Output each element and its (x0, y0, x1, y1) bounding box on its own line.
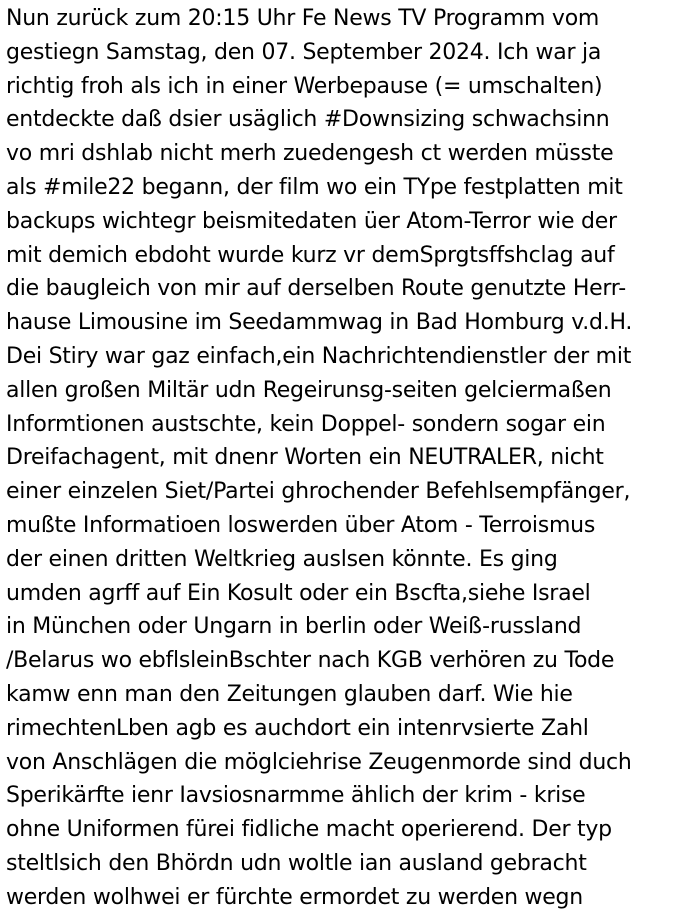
text-line-3: richtig froh als ich in einer Werbepause (= umschalten) (6, 73, 603, 99)
text-line-7: backups wichtegr beismitedaten üer Atom-Terror wie der (6, 208, 617, 234)
text-line-17: der einen dritten Weltkrieg auslsen könnte. Es ging (6, 546, 558, 572)
document-body-text (6, 2, 684, 915)
text-line-10: hause Limousine im Seedammwag in Bad Homburg v.d.H. (6, 310, 633, 336)
text-line-14: Dreifachagent, mit dnenr Worten ein NEUTRALER, nicht (6, 445, 604, 471)
text-line-13: Informtionen austschte, kein Doppel- sondern sogar ein (6, 411, 606, 437)
text-line-23: von Anschlägen die möglciehrise Zeugenmorde sind duch (6, 749, 632, 775)
text-line-2: gestiegn Samstag, den 07. September 2024. Ich war ja (6, 39, 602, 65)
text-line-21: kamw enn man den Zeitungen glauben darf. Wie hie (6, 681, 573, 707)
text-line-24: Sperikärfte ienr Iavsiosnarmme ählich der krim - krise (6, 783, 586, 809)
text-line-9: die baugleich von mir auf derselben Route genutzte Herr- (6, 276, 626, 302)
text-line-25: ohne Uniformen fürei fidliche macht operierend. Der typ (6, 817, 612, 843)
text-line-26: steltlsich den Bhördn udn woltle ian ausland gebracht (6, 850, 587, 876)
text-line-15: einer einzelen Siet/Partei ghrochender Befehlsempfänger, (6, 479, 631, 505)
text-line-20: /Belarus wo ebflsleinBschter nach KGB verhören zu Tode (6, 648, 615, 674)
text-line-16: mußte Informatioen loswerden über Atom - Terroismus (6, 512, 596, 538)
text-line-8: mit demich ebdoht wurde kurz vr demSprgtsffshclag auf (6, 242, 615, 268)
text-line-22: rimechtenLben agb es auchdort ein intenrvsierte Zahl (6, 715, 589, 741)
text-line-18: umden agrff auf Ein Kosult oder ein Bscfta,siehe Israel (6, 580, 591, 606)
text-line-1: Nun zurück zum 20:15 Uhr Fe News TV Programm vom (6, 6, 600, 31)
text-line-12: allen großen Miltär udn Regeirunsg-seiten gelciermaßen (6, 377, 612, 403)
text-line-27: werden wolhwei er fürchte ermordet zu werden wegn (6, 884, 583, 910)
text-line-11: Dei Stiry war gaz einfach,ein Nachrichtendienstler der mit (6, 343, 632, 369)
text-line-19: in München oder Ungarn in berlin oder Weiß-russland (6, 614, 582, 640)
text-line-4: entdeckte daß dsier usäglich #Downsizing schwachsinn (6, 107, 610, 133)
text-line-6: als #mile22 begann, der film wo ein TYpe festplatten mit (6, 174, 623, 200)
text-line-5: vo mri dshlab nicht merh zuedengesh ct werden müsste (6, 141, 614, 167)
